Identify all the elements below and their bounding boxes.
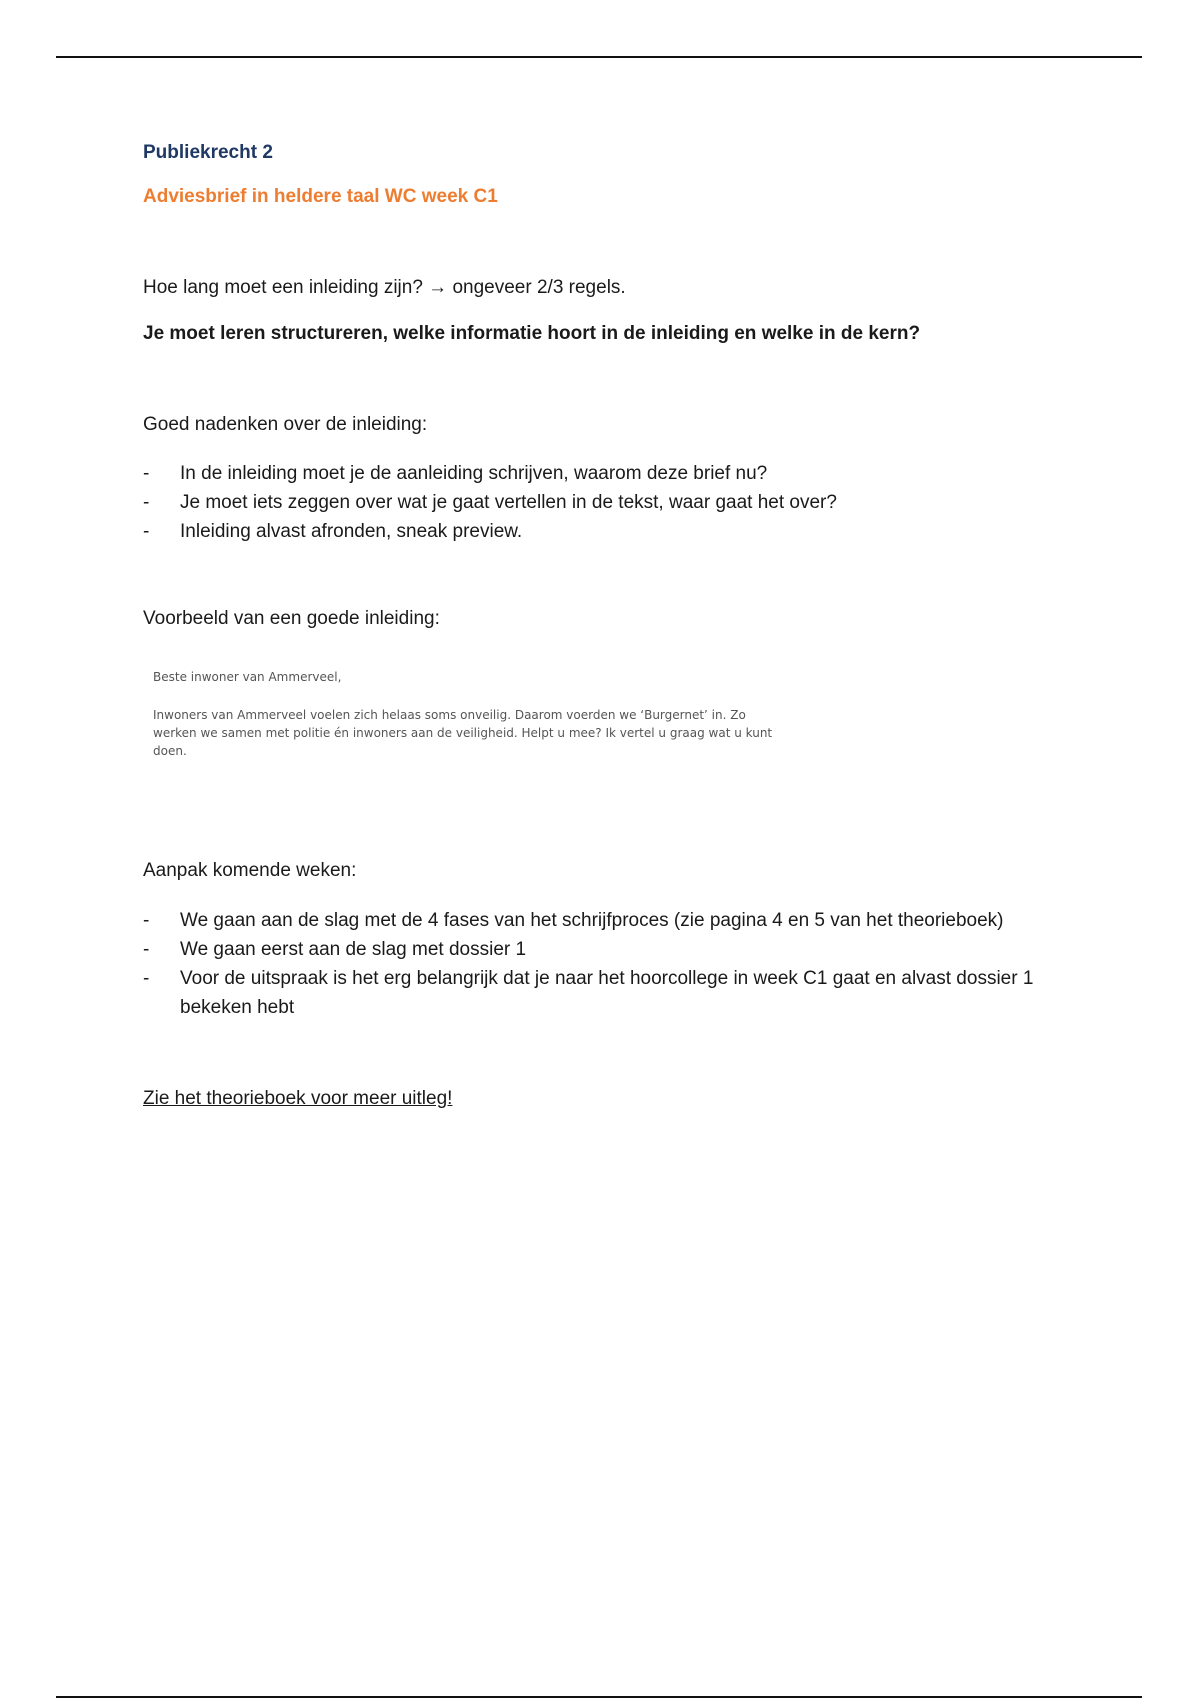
dash-bullet: - bbox=[143, 968, 150, 989]
list-item: - We gaan eerst aan de slag met dossier 1 bbox=[143, 935, 1083, 964]
list-item: - In de inleiding moet je de aanleiding schrijven, waarom deze brief nu? bbox=[143, 459, 1083, 488]
intro-question: Hoe lang moet een inleiding zijn? → ongeveer 2/3 regels. bbox=[143, 277, 626, 298]
list-item: - We gaan aan de slag met de 4 fases van het schrijfproces (zie pagina 4 en 5 van het theorieboek) bbox=[143, 906, 1083, 935]
example-letter-image bbox=[143, 660, 803, 780]
dash-bullet: - bbox=[143, 492, 150, 513]
example-heading: Voorbeeld van een goede inleiding: bbox=[143, 608, 440, 629]
thinking-list bbox=[143, 459, 1083, 546]
bottom-rule bbox=[56, 1696, 1142, 1698]
structure-note: Je moet leren structureren, welke informatie hoort in de inleiding en welke in de kern? bbox=[143, 323, 921, 344]
thinking-heading: Goed nadenken over de inleiding: bbox=[143, 414, 428, 435]
dash-bullet: - bbox=[143, 521, 150, 542]
list-item: - Inleiding alvast afronden, sneak preview. bbox=[143, 517, 1083, 546]
list-item: - Je moet iets zeggen over wat je gaat vertellen in de tekst, waar gaat het over? bbox=[143, 488, 1083, 517]
example-greeting: Beste inwoner van Ammerveel, bbox=[153, 670, 342, 684]
document-subtitle: Adviesbrief in heldere taal WC week C1 bbox=[143, 186, 498, 207]
approach-heading: Aanpak komende weken: bbox=[143, 860, 357, 881]
dash-bullet: - bbox=[143, 910, 150, 931]
theory-book-link[interactable]: Zie het theorieboek voor meer uitleg! bbox=[143, 1088, 453, 1109]
top-rule bbox=[56, 56, 1142, 58]
example-body: Inwoners van Ammerveel voelen zich helaas soms onveilig. Daarom voerden we ‘Burgernet’ in. Zo werken we samen met politie én inwoners aan de veiligheid. Helpt u mee? Ik vertel u graag wat u kunt doen. bbox=[153, 708, 773, 758]
course-title: Publiekrecht 2 bbox=[143, 142, 273, 163]
approach-list bbox=[143, 906, 1083, 1022]
dash-bullet: - bbox=[143, 939, 150, 960]
dash-bullet: - bbox=[143, 463, 150, 484]
list-item: - Voor de uitspraak is het erg belangrijk dat je naar het hoorcollege in week C1 gaat en alvast dossier 1 bekeken hebt bbox=[143, 964, 1083, 1022]
